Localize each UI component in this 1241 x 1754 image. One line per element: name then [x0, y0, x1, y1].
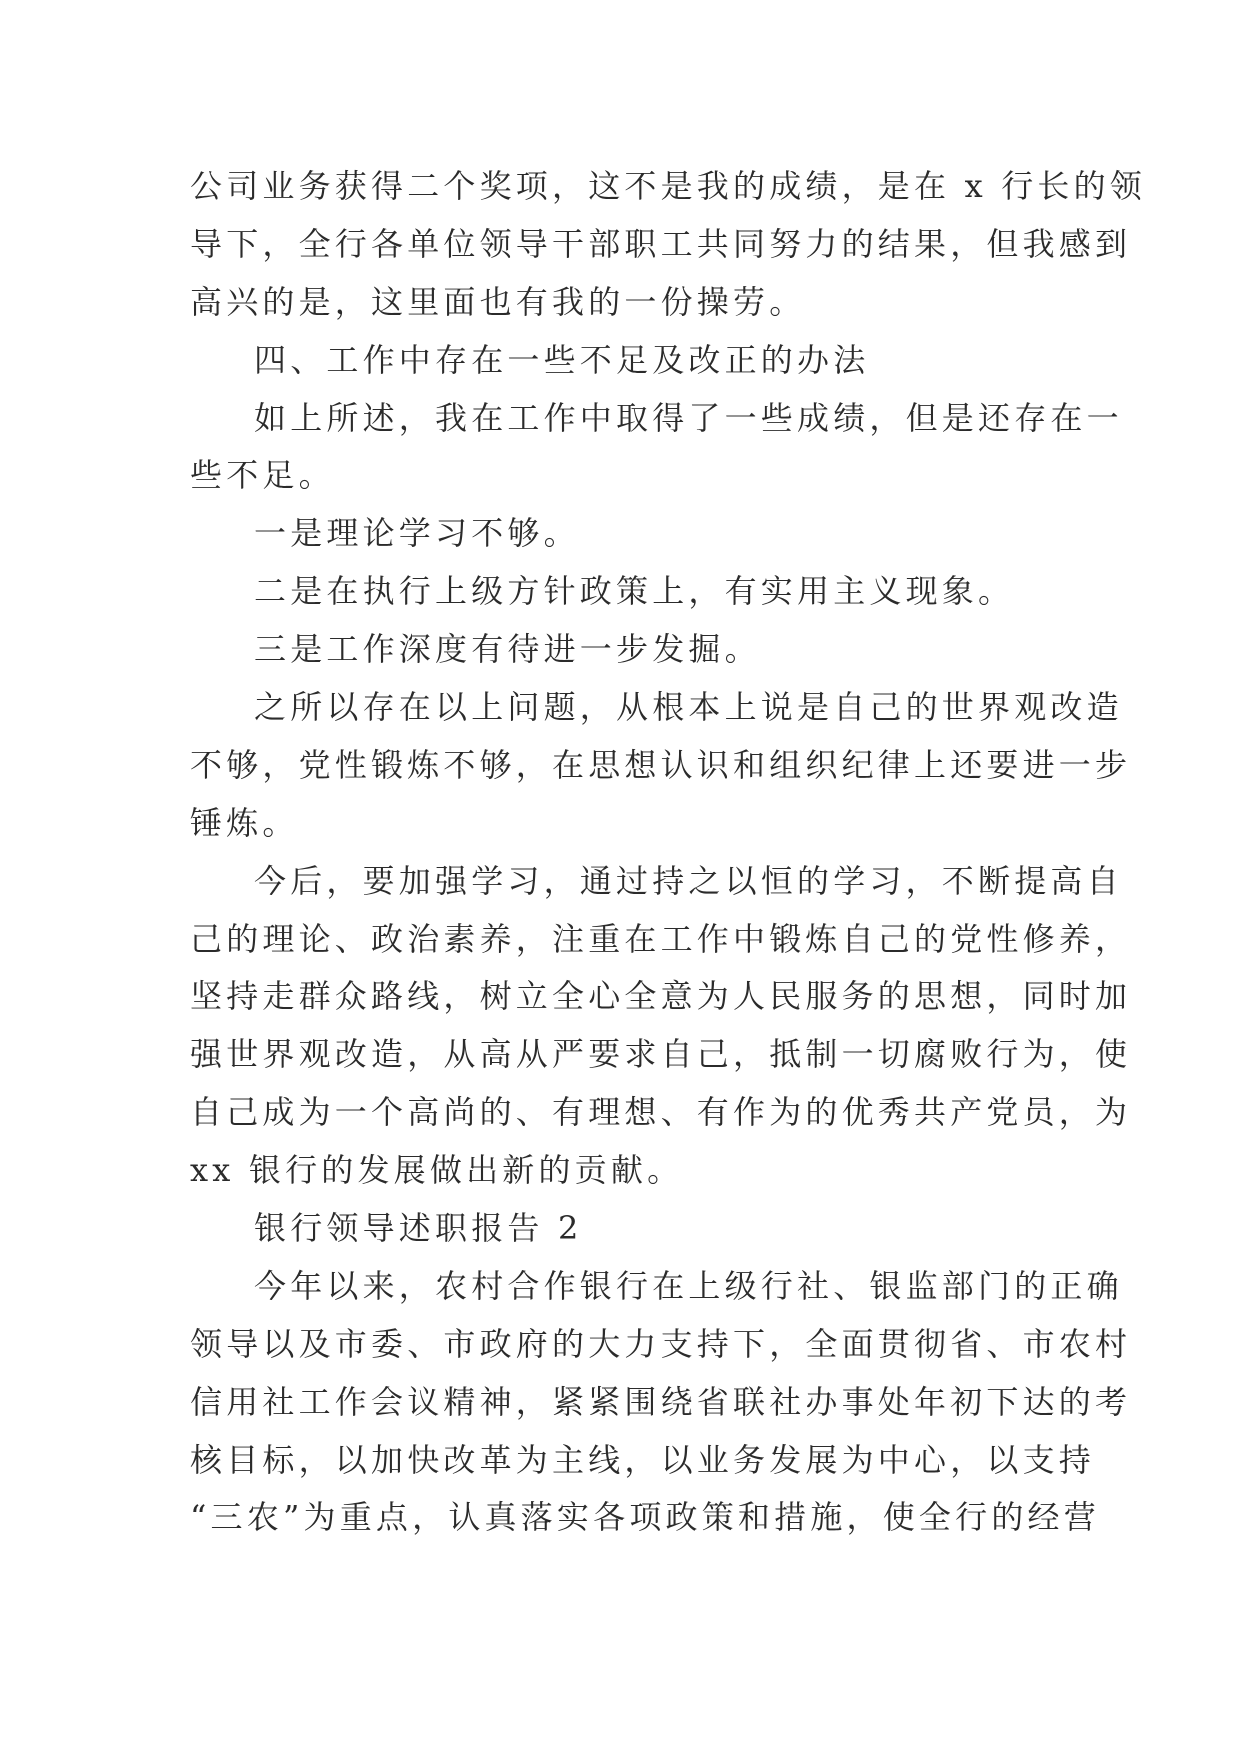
text-line: 领导以及市委、市政府的大力支持下，全面贯彻省、市农村	[190, 1324, 1132, 1363]
text-line: 之所以存在以上问题，从根本上说是自己的世界观改造	[254, 688, 1123, 727]
text-line: 不够，党性锻炼不够，在思想认识和组织纪律上还要进一步	[190, 745, 1132, 784]
text-line: 二是在执行上级方针政策上，有实用主义现象。	[254, 572, 1015, 611]
text-line: 强世界观改造，从高从严要求自己，抵制一切腐败行为，使	[190, 1035, 1132, 1074]
text-line: 坚持走群众路线，树立全心全意为人民服务的思想，同时加	[190, 977, 1132, 1016]
text-line: 信用社工作会议精神，紧紧围绕省联社办事处年初下达的考	[190, 1382, 1132, 1421]
text-line: 核目标，以加快改革为主线，以业务发展为中心，以支持	[190, 1440, 1096, 1479]
text-line: 些不足。	[190, 456, 335, 495]
text-line: 如上所述，我在工作中取得了一些成绩，但是还存在一	[254, 398, 1123, 437]
text-line: xx 银行的发展做出新的贡献。	[190, 1151, 684, 1190]
text-line: 一是理论学习不够。	[254, 514, 580, 553]
section-heading: 四、工作中存在一些不足及改正的办法	[254, 340, 870, 379]
text-line: 今后，要加强学习，通过持之以恒的学习，不断提高自	[254, 861, 1123, 900]
document-body	[190, 158, 1146, 1547]
text-line: 三是工作深度有待进一步发掘。	[254, 630, 761, 669]
text-line: 今年以来，农村合作银行在上级行社、银监部门的正确	[254, 1266, 1123, 1305]
text-line: 高兴的是，这里面也有我的一份操劳。	[190, 282, 806, 321]
text-line: 锤炼。	[190, 803, 299, 842]
text-line: “三农”为重点，认真落实各项政策和措施，使全行的经营	[190, 1498, 1100, 1537]
text-line: 己的理论、政治素养，注重在工作中锻炼自己的党性修养，	[190, 919, 1132, 958]
text-line: 公司业务获得二个奖项，这不是我的成绩，是在 x 行长的领	[190, 167, 1146, 205]
report-title: 银行领导述职报告 2	[254, 1209, 583, 1248]
text-line: 导下，全行各单位领导干部职工共同努力的结果，但我感到	[190, 224, 1132, 263]
text-line: 自己成为一个高尚的、有理想、有作为的优秀共产党员，为	[190, 1093, 1132, 1132]
